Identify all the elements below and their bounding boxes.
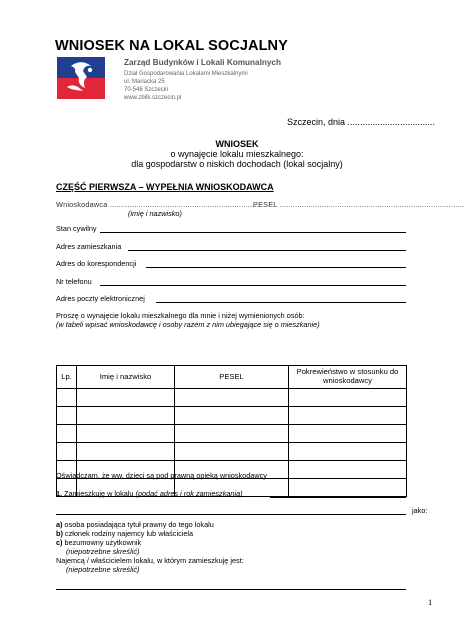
phone-label: Nr telefonu <box>56 277 92 286</box>
place-date: Szczecin, dnia ................................... <box>287 117 436 127</box>
option-c: c) bezumowny użytkownik <box>56 538 142 547</box>
correspondence-address-line[interactable] <box>146 267 406 268</box>
document-title: WNIOSEK NA LOKAL SOCJALNY <box>55 38 288 54</box>
marital-status-label: Stan cywilny <box>56 224 97 233</box>
request-hint: (w tabeli wpisać wnioskodawcę i osoby razem z nim ubiegające się o mieszkanie) <box>56 320 320 329</box>
org-department: Dział Gospodarowania Lokalami Mieszkalnymi <box>124 71 248 77</box>
table-row[interactable] <box>57 389 407 407</box>
page-number: 1 <box>428 597 433 607</box>
table-row[interactable] <box>57 425 407 443</box>
table-header-row <box>57 366 407 389</box>
q1-text: Zamieszkuję w lokalu <box>64 489 134 498</box>
table-row[interactable] <box>57 443 407 461</box>
doc-heading: WNIOSEK <box>215 139 259 149</box>
table-row[interactable] <box>57 407 407 425</box>
owner-line: Najemcą / właścicielem lokalu, w którym zamieszkuję jest: <box>56 556 244 565</box>
section-heading: CZĘŚĆ PIERWSZA – WYPEŁNIA WNIOSKODAWCA <box>56 182 274 192</box>
pesel-field[interactable]: PESEL ................................................................................... <box>253 200 465 209</box>
marital-status-line[interactable] <box>100 232 406 233</box>
doc-subtitle-2: dla gospodarstw o niskich dochodach (lokal socjalny) <box>131 159 343 169</box>
q1-address-line[interactable] <box>270 497 406 498</box>
header-relation: Pokrewieństwo w stosunku do wnioskodawcy <box>289 366 407 389</box>
custody-statement: Oświadczam, że ww. dzieci są pod prawną opieką wnioskodawcy <box>56 471 267 480</box>
strike-hint-2: (niepotrzebne skreślić) <box>66 565 140 574</box>
name-hint: (imię i nazwisko) <box>128 209 182 218</box>
option-b: b) członek rodziny najemcy lub właściciela <box>56 529 194 538</box>
email-label: Adres poczty elektronicznej <box>56 294 145 303</box>
request-line: Proszę o wynajęcie lokalu mieszkalnego dla mnie i niżej wymienionych osób: <box>56 311 305 320</box>
phone-line[interactable] <box>100 285 406 286</box>
q1-line <box>56 489 243 498</box>
header-name: Imię i nazwisko <box>77 366 175 389</box>
header-lp: Lp. <box>57 366 77 389</box>
email-line[interactable] <box>156 302 406 303</box>
q1-jako: jako: <box>412 506 428 515</box>
zbilk-logo <box>57 57 105 99</box>
header-pesel: PESEL <box>175 366 289 389</box>
applicant-name-field[interactable]: Wnioskodawca .................................................................... <box>56 200 262 209</box>
correspondence-address-label: Adres do korespondencji <box>56 259 137 268</box>
q1-hint: (podać adres i rok zamieszkania) <box>135 489 243 498</box>
option-a: a) osoba posiadająca tytuł prawny do tego lokalu <box>56 520 214 529</box>
q1-number: 1. <box>56 489 63 498</box>
org-website: www.zbilk.szczecin.pl <box>124 95 182 101</box>
residence-address-label: Adres zamieszkania <box>56 242 122 251</box>
org-street: ul. Mariacka 25 <box>124 79 165 85</box>
owner-answer-line[interactable] <box>56 589 406 590</box>
residence-address-line[interactable] <box>128 250 406 251</box>
q1-address-line-2[interactable] <box>56 514 406 515</box>
strike-hint: (niepotrzebne skreślić) <box>66 547 140 556</box>
doc-subtitle-1: o wynajęcie lokalu mieszkalnego: <box>170 149 304 159</box>
organization-name: Zarząd Budynków i Lokali Komunalnych <box>124 58 281 67</box>
org-city: 70-546 Szczecin <box>124 87 169 93</box>
